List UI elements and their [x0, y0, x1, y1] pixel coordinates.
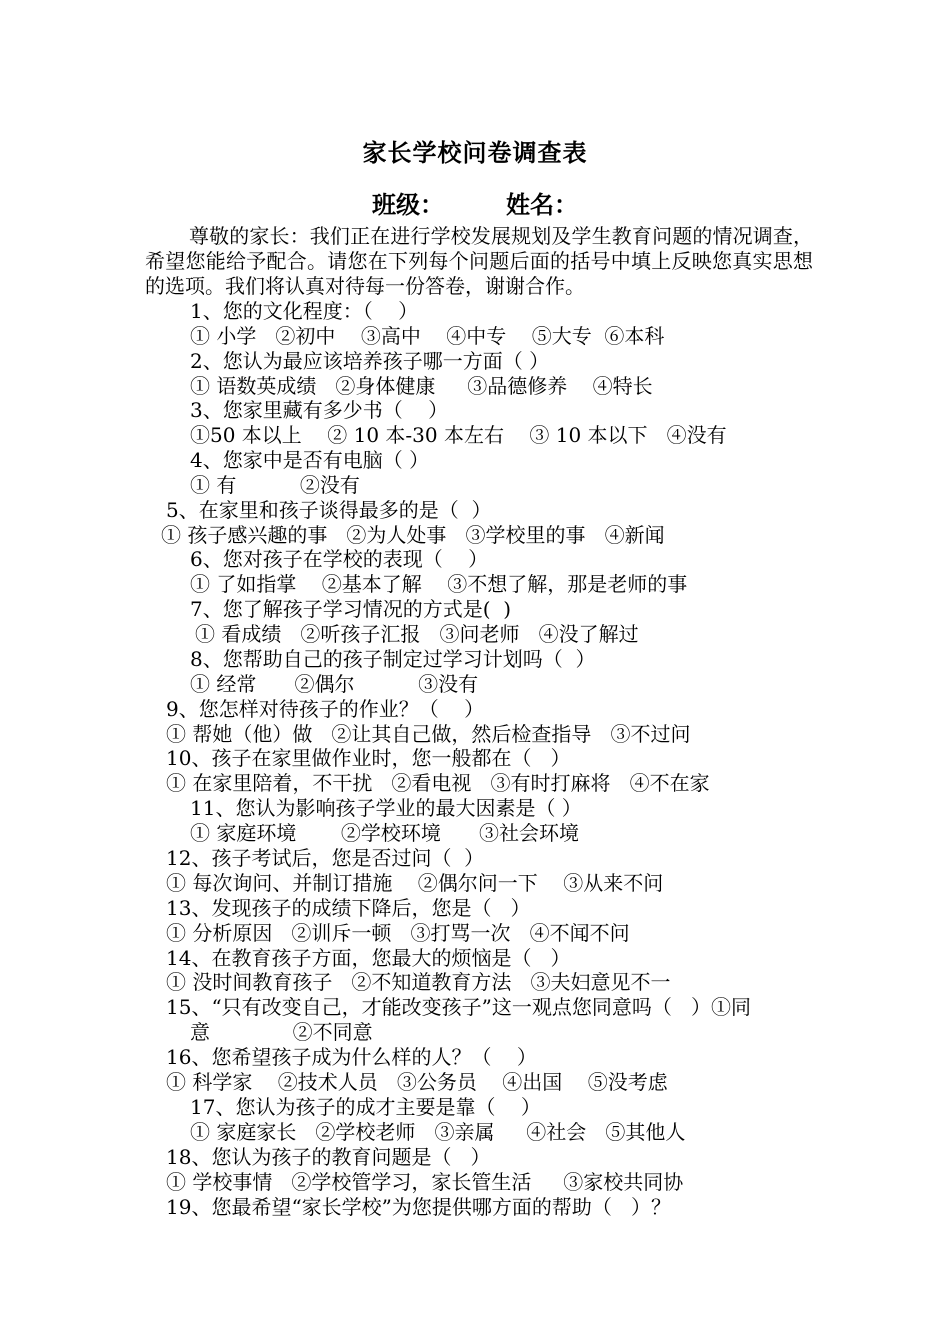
options-2: ① 语数英成绩 ②身体健康 ③品德修养 ④特长	[190, 374, 653, 398]
question-4: 4、您家中是否有电脑（ ）	[190, 448, 430, 472]
question-8: 8、您帮助自己的孩子制定过学习计划吗（ ）	[190, 647, 596, 671]
options-11: ① 家庭环境 ②学校环境 ③社会环境	[190, 821, 580, 845]
options-17: ① 家庭家长 ②学校老师 ③亲属 ④社会 ⑤其他人	[190, 1120, 686, 1144]
options-13: ① 分析原因 ②训斥一顿 ③打骂一次 ④不闻不问	[166, 921, 630, 945]
class-label: 班级：	[372, 190, 444, 219]
question-19: 19、您最希望“家长学校”为您提供哪方面的帮助（ ）？	[166, 1195, 671, 1219]
question-5: 5、在家里和孩子谈得最多的是（ ）	[166, 498, 492, 522]
question-13: 13、发现孩子的成绩下降后，您是（ ）	[166, 896, 531, 920]
question-18: 18、您认为孩子的教育问题是（ ）	[166, 1145, 491, 1169]
options-4: ① 有 ②没有	[190, 473, 360, 497]
options-6: ① 了如指掌 ②基本了解 ③不想了解，那是老师的事	[190, 572, 688, 596]
options-9: ① 帮她（他）做 ②让其自己做，然后检查指导 ③不过问	[166, 722, 691, 746]
question-11: 11、您认为影响孩子学业的最大因素是（ ）	[190, 796, 582, 820]
options-10: ① 在家里陪着，不干扰 ②看电视 ③有时打麻将 ④不在家	[166, 771, 710, 795]
options-3: ①50 本以上 ② 10 本-30 本左右 ③ 10 本以下 ④没有	[190, 423, 727, 447]
options-14: ① 没时间教育孩子 ②不知道教育方法 ③夫妇意见不一	[166, 970, 671, 994]
options-15: 意 ②不同意	[190, 1020, 373, 1044]
question-2: 2、您认为最应该培养孩子哪一方面（ ）	[190, 349, 550, 373]
class-name-header	[0, 185, 950, 220]
question-3: 3、您家里藏有多少书（ ）	[190, 398, 449, 422]
question-17: 17、您认为孩子的成才主要是靠（ ）	[190, 1095, 541, 1119]
question-9: 9、您怎样对待孩子的作业？（ ）	[166, 697, 485, 721]
options-1: ① 小学 ②初中 ③高中 ④中专 ⑤大专 ⑥本科	[190, 324, 665, 348]
question-10: 10、孩子在家里做作业时，您一般都在（ ）	[166, 746, 571, 770]
options-8: ① 经常 ②偶尔 ③没有	[190, 672, 479, 696]
question-6: 6、您对孩子在学校的表现（ ）	[190, 547, 489, 571]
options-7: ① 看成绩 ②听孩子汇报 ③问老师 ④没了解过	[195, 622, 639, 646]
page-title: 家长学校问卷调查表	[362, 138, 588, 167]
question-12: 12、孩子考试后，您是否过问（ ）	[166, 846, 485, 870]
question-7: 7、您了解孩子学习情况的方式是( )	[190, 597, 512, 621]
options-12: ① 每次询问、并制订措施 ②偶尔问一下 ③从来不问	[166, 871, 664, 895]
intro-paragraph: 尊敬的家长：我们正在进行学校发展规划及学生教育问题的情况调查，希望您能给予配合。请您在下列每个问题后面的括号中填上反映您真实思想的选项。我们将认真对待每一份答卷，谢谢合作。	[145, 224, 813, 298]
question-14: 14、在教育孩子方面，您最大的烦恼是（ ）	[166, 946, 571, 970]
options-5: ① 孩子感兴趣的事 ②为人处事 ③学校里的事 ④新闻	[161, 523, 665, 547]
question-16: 16、您希望孩子成为什么样的人？（ ）	[166, 1045, 537, 1069]
options-16: ① 科学家 ②技术人员 ③公务员 ④出国 ⑤没考虑	[166, 1070, 668, 1094]
question-1: 1、您的文化程度：（ ）	[190, 299, 419, 323]
name-label: 姓名：	[506, 190, 578, 219]
question-15: 15、“只有改变自己，才能改变孩子”这一观点您同意吗（ ）①同	[166, 995, 751, 1019]
options-18: ① 学校事情 ②学校管学习，家长管生活 ③家校共同协	[166, 1170, 684, 1194]
